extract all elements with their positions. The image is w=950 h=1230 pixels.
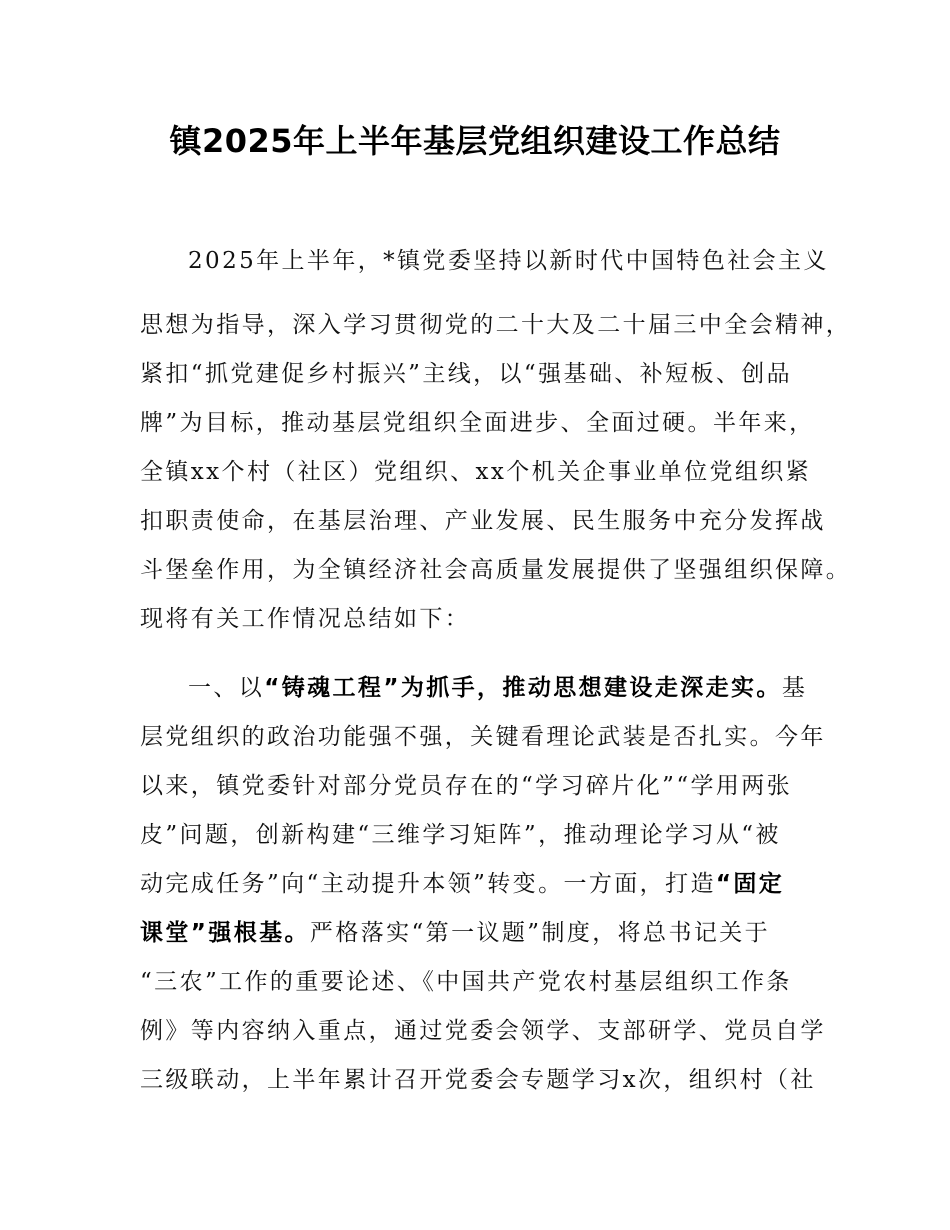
intro-line-3: 紧扣“抓党建促乡村振兴”主线，以“强基础、补短板、创品 bbox=[140, 361, 793, 387]
intro-line-6: 扣职责使命，在基层治理、产业发展、民生服务中充分发挥战 bbox=[140, 508, 826, 534]
subheading-fixed-classroom-start: “固定 bbox=[715, 871, 785, 897]
intro-line-4: 牌”为目标，推动基层党组织全面进步、全面过硬。半年来， bbox=[140, 410, 815, 436]
section1-line-8: 例》等内容纳入重点，通过党委会领学、支部研学、党员自学 bbox=[140, 1018, 826, 1044]
intro-line-2: 思想为指导，深入学习贯彻党的二十大及二十届三中全会精神， bbox=[140, 312, 852, 338]
section1-number: 一、以 bbox=[188, 675, 265, 701]
section1-line-1 bbox=[188, 673, 807, 703]
intro-line-8: 现将有关工作情况总结如下： bbox=[140, 606, 471, 632]
section1-line-9: 三级联动，上半年累计召开党委会专题学习x次，组织村（社 bbox=[140, 1067, 816, 1093]
intro-line-7: 斗堡垒作用，为全镇经济社会高质量发展提供了坚强组织保障。 bbox=[140, 557, 852, 583]
intro-line-1: 2025年上半年，*镇党委坚持以新时代中国特色社会主义 bbox=[188, 248, 829, 274]
section1-line-5-text: 动完成任务”向“主动提升本领”转变。一方面，打造 bbox=[140, 871, 716, 897]
section1-line-1-rest: 基 bbox=[781, 675, 808, 701]
section1-line-2: 层党组织的政治功能强不强，关键看理论武装是否扎实。今年 bbox=[140, 724, 826, 750]
section1-line-4: 皮”问题，创新构建“三维学习矩阵”，推动理论学习从“被 bbox=[140, 822, 781, 848]
section1-line-6 bbox=[140, 918, 770, 948]
subheading-fixed-classroom-end: 课堂”强根基。 bbox=[140, 920, 310, 946]
section1-line-5 bbox=[140, 869, 784, 899]
section1-line-6-rest: 严格落实“第一议题”制度，将总书记关于 bbox=[309, 920, 771, 946]
section1-line-7: “三农”工作的重要论述、《中国共产党农村基层组织工作条 bbox=[140, 969, 792, 995]
section1-heading: “铸魂工程”为抓手，推动思想建设走深走实。 bbox=[264, 675, 782, 701]
document-title: 镇2025年上半年基层党组织建设工作总结 bbox=[169, 122, 781, 160]
intro-line-5: 全镇xx个村（社区）党组织、xx个机关企事业单位党组织紧 bbox=[140, 459, 812, 485]
section1-line-3: 以来，镇党委针对部分党员存在的“学习碎片化”“学用两张 bbox=[140, 773, 793, 799]
